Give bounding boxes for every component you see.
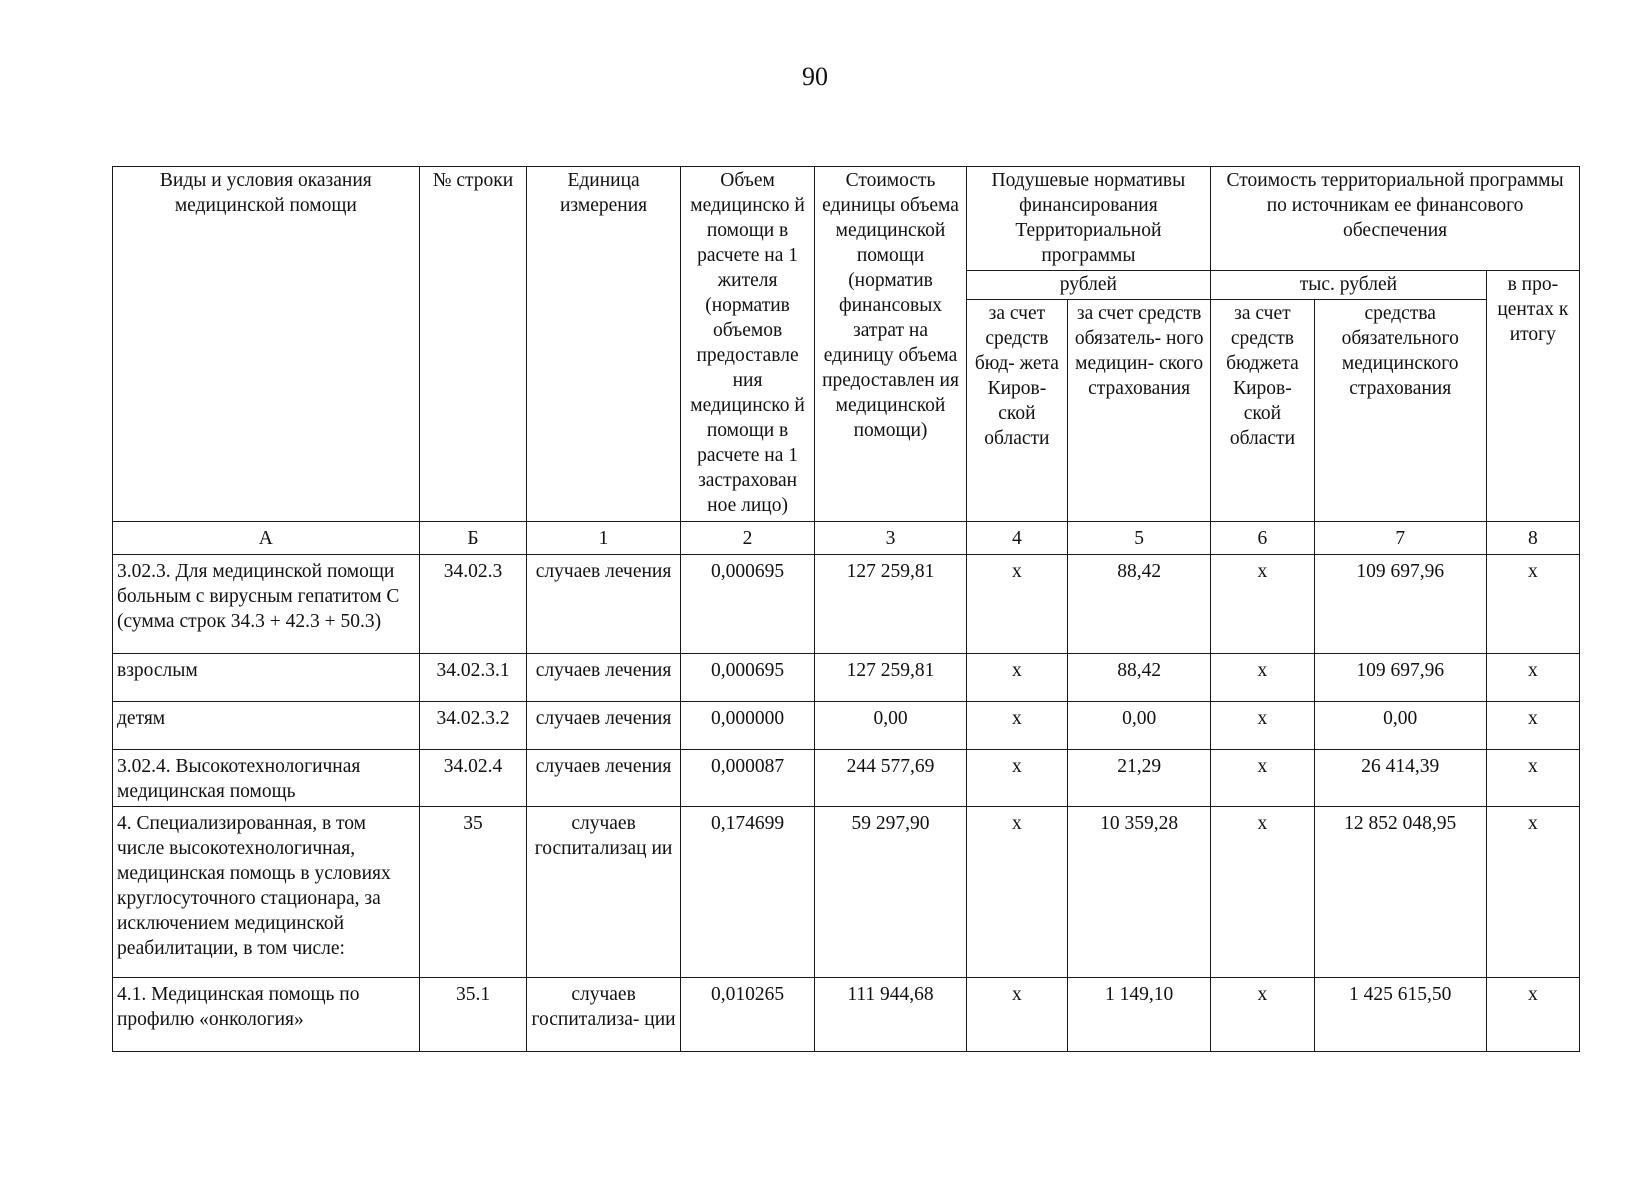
row-budget-cost: х [1211, 555, 1315, 654]
row-name: детям [113, 701, 420, 749]
row-budget-norm: х [966, 653, 1068, 701]
row-percent: х [1486, 653, 1579, 701]
header-volume: Объем медицинско й помощи в расчете на 1 жителя (норматив объемов предоставле ния медицинско й помощи в расчете на 1 застрахован ное лицо) [680, 167, 815, 522]
column-index: 1 [527, 521, 680, 554]
header-cost: Стоимость единицы объема медицинской помощи (норматив финансовых затрат на единицу объема предоставлен ия медицинской помощи) [815, 167, 966, 522]
row-line-no: 34.02.4 [419, 750, 527, 806]
row-unit: случаев лечения [527, 653, 680, 701]
row-oms-norm: 21,29 [1068, 750, 1211, 806]
row-volume: 0,000087 [680, 750, 815, 806]
row-percent: х [1486, 555, 1579, 654]
header-unit: Единица измерения [527, 167, 680, 522]
row-cost: 244 577,69 [815, 750, 966, 806]
row-budget-norm: х [966, 806, 1068, 977]
column-index: 2 [680, 521, 815, 554]
table-row [113, 806, 1580, 977]
header-oms-k: средства обязательного медицинского страхования [1314, 299, 1486, 521]
column-index: 7 [1314, 521, 1486, 554]
column-index: А [113, 521, 420, 554]
column-index: 5 [1068, 521, 1211, 554]
row-oms-cost: 109 697,96 [1314, 555, 1486, 654]
header-line-no: № строки [419, 167, 527, 522]
header-program-cost: Стоимость территориальной программы по источникам ее финансового обеспечения [1211, 167, 1580, 271]
row-oms-norm: 0,00 [1068, 701, 1211, 749]
financing-table [112, 166, 1580, 1052]
header-budget-kirov: за счет средств бюд- жета Киров- ской области [966, 299, 1068, 521]
table-row [113, 653, 1580, 701]
row-cost: 0,00 [815, 701, 966, 749]
row-name: 3.02.3. Для медицинской помощи больным с вирусным гепатитом С (сумма строк 34.3 + 42.3 + 50.3) [113, 555, 420, 654]
row-cost: 127 259,81 [815, 653, 966, 701]
row-unit: случаев лечения [527, 701, 680, 749]
row-cost: 111 944,68 [815, 977, 966, 1051]
column-index: 4 [966, 521, 1068, 554]
table-row [113, 701, 1580, 749]
row-percent: х [1486, 977, 1579, 1051]
row-percent: х [1486, 806, 1579, 977]
row-unit: случаев лечения [527, 555, 680, 654]
row-volume: 0,000695 [680, 653, 815, 701]
row-volume: 0,010265 [680, 977, 815, 1051]
row-name: 4.1. Медицинская помощь по профилю «онкология» [113, 977, 420, 1051]
column-index-row [113, 521, 1580, 554]
header-per-capita: Подушевые нормативы финансирования Территориальной программы [966, 167, 1210, 271]
row-oms-cost: 0,00 [1314, 701, 1486, 749]
row-name: взрослым [113, 653, 420, 701]
row-oms-cost: 109 697,96 [1314, 653, 1486, 701]
row-percent: х [1486, 701, 1579, 749]
row-line-no: 35.1 [419, 977, 527, 1051]
row-oms-norm: 10 359,28 [1068, 806, 1211, 977]
table-row [113, 750, 1580, 806]
row-unit: случаев лечения [527, 750, 680, 806]
row-budget-cost: х [1211, 750, 1315, 806]
row-budget-norm: х [966, 555, 1068, 654]
row-cost: 127 259,81 [815, 555, 966, 654]
column-index: 3 [815, 521, 966, 554]
row-line-no: 34.02.3.1 [419, 653, 527, 701]
header-kinds: Виды и условия оказания медицинской помощи [113, 167, 420, 522]
row-oms-norm: 88,42 [1068, 555, 1211, 654]
row-oms-norm: 88,42 [1068, 653, 1211, 701]
page-number: 90 [802, 62, 828, 91]
row-cost: 59 297,90 [815, 806, 966, 977]
header-budget-kirov-k: за счет средств бюджета Киров- ской области [1211, 299, 1315, 521]
row-budget-norm: х [966, 701, 1068, 749]
header-percent: в про- центах к итогу [1486, 270, 1579, 521]
row-unit: случаев госпитализац ии [527, 806, 680, 977]
row-budget-cost: х [1211, 806, 1315, 977]
row-oms-cost: 12 852 048,95 [1314, 806, 1486, 977]
row-unit: случаев госпитализа- ции [527, 977, 680, 1051]
row-budget-norm: х [966, 977, 1068, 1051]
row-budget-norm: х [966, 750, 1068, 806]
row-volume: 0,000000 [680, 701, 815, 749]
row-name: 3.02.4. Высокотехнологичная медицинская помощь [113, 750, 420, 806]
header-row-1 [113, 167, 1580, 271]
table-row [113, 555, 1580, 654]
header-oms: за счет средств обязатель- ного медицин- ского страхования [1068, 299, 1211, 521]
row-oms-norm: 1 149,10 [1068, 977, 1211, 1051]
column-index: Б [419, 521, 527, 554]
column-index: 6 [1211, 521, 1315, 554]
row-budget-cost: х [1211, 701, 1315, 749]
row-name: 4. Специализированная, в том числе высокотехнологичная, медицинская помощь в условиях круглосуточного стационара, за исключением медицинской реабилитации, в том числе: [113, 806, 420, 977]
row-volume: 0,000695 [680, 555, 815, 654]
row-oms-cost: 1 425 615,50 [1314, 977, 1486, 1051]
header-rubles: рублей [966, 270, 1210, 299]
row-line-no: 34.02.3.2 [419, 701, 527, 749]
row-budget-cost: х [1211, 653, 1315, 701]
row-volume: 0,174699 [680, 806, 815, 977]
row-budget-cost: х [1211, 977, 1315, 1051]
row-percent: х [1486, 750, 1579, 806]
table-row [113, 977, 1580, 1051]
column-index: 8 [1486, 521, 1579, 554]
row-line-no: 34.02.3 [419, 555, 527, 654]
row-oms-cost: 26 414,39 [1314, 750, 1486, 806]
header-thousand-rubles: тыс. рублей [1211, 270, 1487, 299]
row-line-no: 35 [419, 806, 527, 977]
